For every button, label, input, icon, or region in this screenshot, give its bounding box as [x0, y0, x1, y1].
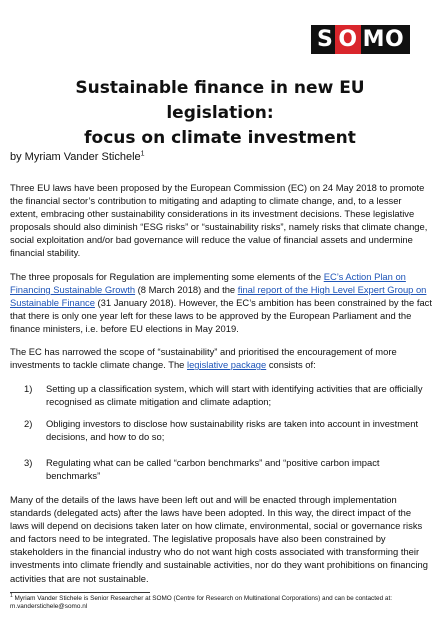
paragraph-2-text-3: (31 January 2018). However, the EC’s ambition has been constrained by the fact that there is only one year left for these laws to be approved by the European Parliament and the finance ministers, i.e. before EU elections in May 2019. [10, 297, 432, 335]
somo-logo [311, 25, 421, 54]
logo-part-3: MO [361, 25, 411, 54]
byline [10, 150, 145, 164]
byline-text: by Myriam Vander Stichele [10, 151, 141, 163]
paragraph-2-text-2: (8 March 2018) and the [135, 284, 238, 296]
list-item [24, 382, 424, 408]
footnote-mark: 1 [10, 592, 13, 599]
paragraph-3 [10, 345, 432, 371]
paragraph-4: Many of the details of the laws have been left out and will be enacted through implementation standards (delegated acts) after the laws have been adopted. In this way, the direct impact of the laws will depend on decisions taken later on how climate, environmental, social or governance risks and factors need to be integrated. The legislative proposals have also been constrained by stakeholders in the financial industry who do not want high costs associated with transforming their investments into climate friendly and sustainable activities, nor do they want prohibitions on financing activities that are not sustainable. [10, 494, 428, 584]
paragraph-1: Three EU laws have been proposed by the European Commission (EC) on 24 May 2018 to promote the financial sector’s contribution to mitigating and adapting to climate change, and, to a lesser extent, embracing other sustainability considerations in its investment decisions. These legislative proposals should also diminish “ESG risks” or “sustainability risks”, namely risks that climate change, social exploitation and/or bad governance will reduce the value of financial assets and undermine financial stability. [10, 182, 428, 259]
link-hleg-final-report[interactable]: final report of the High Level Expert Group on Sustainable Finance [10, 284, 427, 309]
document-title [20, 76, 420, 151]
title-line-1: Sustainable finance in new EU legislation: [75, 78, 365, 123]
byline-footnote-mark: 1 [140, 150, 145, 158]
footnote-divider [10, 592, 150, 593]
list-item-text: Obliging investors to disclose how sustainability risks are taken into account in investment decisions, and how to do so; [46, 418, 419, 443]
list-item-text: Regulating what can be called “carbon benchmarks” and “positive carbon impact benchmarks” [46, 457, 380, 482]
list-item-number: 3) [24, 457, 33, 468]
link-action-plan[interactable]: EC’s Action Plan on Financing Sustainable Growth [10, 271, 406, 296]
logo-part-2: O [335, 25, 360, 54]
footnote-text: Myriam Vander Stichele is Senior Researcher at SOMO (Centre for Research on Multinational Corporations) and can be contacted at: m.vanderstichele@somo.nl [10, 595, 393, 610]
list-item-number: 1) [24, 383, 33, 394]
list-item [24, 417, 424, 443]
paragraph-3-text-2: consists of: [266, 359, 316, 371]
footnote [10, 592, 435, 611]
list-item-number: 2) [24, 418, 33, 429]
logo-part-1: S [311, 25, 335, 54]
link-legislative-package[interactable]: legislative package [187, 359, 267, 371]
paragraph-3-text-1: The EC has narrowed the scope of “sustainability” and prioritised the encouragement of more investments to tackle climate change. The [10, 346, 397, 371]
list-item-text: Setting up a classification system, which will start with identifying activities that are officially recognised as climate mitigation and climate adaption; [46, 383, 423, 408]
paragraph-2-text-1: The three proposals for Regulation are implementing some elements of the [10, 271, 324, 282]
paragraph-2 [10, 270, 432, 335]
list-item [24, 456, 424, 482]
title-line-2: focus on climate investment [84, 128, 356, 148]
